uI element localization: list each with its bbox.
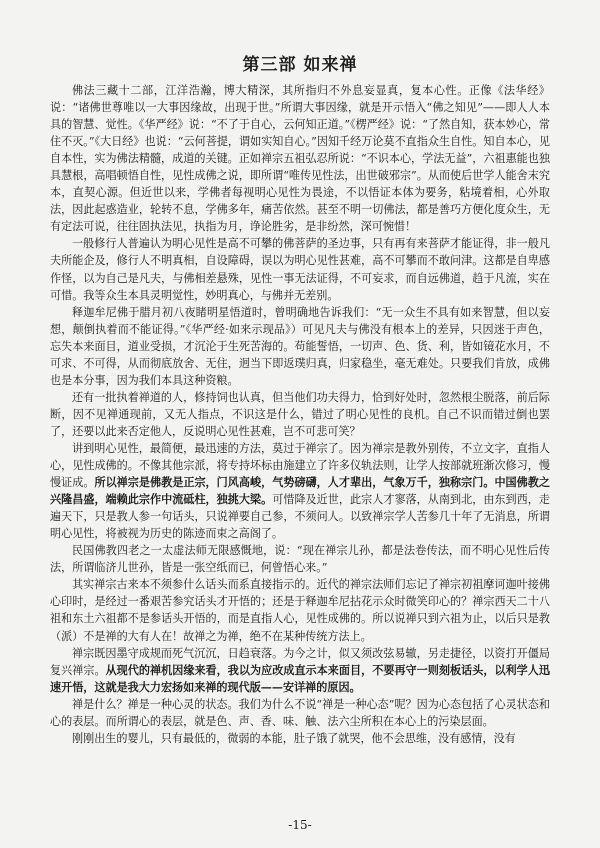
paragraph-8 bbox=[50, 645, 550, 696]
paragraph-text: 佛法三藏十二部，江洋浩瀚，博大精深，其所指归不外息妄显真，复本心性。正像《法华经》说：“诸佛世尊唯以一大事因缘故，出现于世。”所谓大事因缘，就是开示悟入“佛之知见”——即人人本具的智慧、觉性。《华严经》说：“不了于自心，云何知正道。”《楞严经》说：“了然自知，获本妙心，常住不灭。”《大日经》也说：“云何菩提，谓如实知自心。”因知千经万论莫不直指众生自性。知自本心，见自本性，实为佛法精髓，成道的关键。正如禅宗五祖弘忍所说：“不识本心，学法无益”，六祖惠能也独具慧根，高唱顿悟自性，见性成佛之说，即所谓“唯传见性法，出世破邪宗”。从而使后世学人能舍末究本，直契心源。但近世以来，学佛者每视明心见性为畏途，不以悟证本体为要务，粘境着相，心外取法，因此起惑造业，轮转不息，学佛多年，痛苦依然。甚至不明一切佛法，都是善巧方便化度众生，无有定法可说，往往固执法见，执指为月，诤论胜劣，是非纷然，深可惋惜！ bbox=[50, 84, 550, 234]
paragraph-2 bbox=[50, 235, 550, 303]
paragraph-5 bbox=[50, 440, 550, 542]
paragraph-10 bbox=[50, 730, 550, 747]
paragraph-text: 民国佛教四老之一太虚法师无限感慨地，说：“现在禅宗儿孙，都是法卷传法，而不明心见性后传法，所谓临济儿世孙，皆是一张空纸而已，何曾悟心来。” bbox=[50, 544, 550, 575]
paragraph-3 bbox=[50, 304, 550, 389]
paragraph-text: 还有一批执着禅道的人，修持饲也认真，但当他们功夫得力，恰到好处时，忽然根尘脱落，前后际断，因不见禅通现前，又无人指点，不识这是什么，错过了明心见性的良机。自己不识而错过倒也罢了，还要以此来否定他人，反说明心见性甚难，岂不可悲可笑？ bbox=[50, 390, 550, 438]
chapter-title: 第三部 如来禅 bbox=[242, 55, 358, 75]
paragraph-text: 释迦牟尼佛于腊月初八夜睹明星悟道时，曾明确地告诉我们：“无一众生不具有如来智慧，但以妄想，颠倒执着而不能证得。”《华严经·如来示现品》）可见凡夫与佛没有根本上的差异，只因迷于声色，忘失本来面目，道业受损，才沉沦于生死苦海的。苟能誓悟，一切声、色、货、利，皆如镜花水月，不可求、不可得，从而彻底放舍、无住，迥当下即返璞归真，归家稳坐，毫无难处。只要我们肯放，成佛也是本分事，因为我们本具这种资粮。 bbox=[50, 305, 550, 387]
paragraph-9 bbox=[50, 696, 550, 730]
paragraph-bold-text: 所以禅宗是佛教是正宗，门风高峻，气势磅礴，人才辈出，气象万千，独称宗门。中国佛教之兴隆昌盛，端赖此宗作中流砥柱，独挑大梁。 bbox=[50, 476, 550, 507]
paragraph-4 bbox=[50, 389, 550, 440]
paragraph-text: 禅是什么？禅是一种心灵的状态。我们为什么不说“禅是一种心态”呢？因为心态包括了心灵状态和心的表层。而所谓心的表层，就是色、声、香、味、触、法六尘所积在本心上的污染层面。 bbox=[50, 697, 550, 728]
paragraph-text: 其实禅宗古来本不须参什么话头而系直接指示的。近代的禅宗法师们忘记了禅宗初祖摩诃迦叶接佛心印时，是经过一番艰苦参究话头才开悟的；还是于释迦牟尼拈花示众时微笑印心的？禅宗西天二十八祖和东土六祖都不是参话头开悟的，而是直指人心，见性成佛的。所以说禅只到六祖为止，以后只是教（派）不是禅的大有人在！故禅之为禅，绝不在某种传统方法上。 bbox=[50, 578, 550, 643]
paragraph-text: 讲到明心见性，最简便，最迅速的方法，莫过于禅宗了。因为禅宗是教外别传，不立文字，直指人心，见性成佛的。不像其他宗派，将专持坏标由施建立了许多仪轨法则，让学人按部就班渐次修习，慢慢证成。 bbox=[50, 441, 550, 490]
paragraph-6 bbox=[50, 542, 550, 576]
paragraph-text: 可惜降及近世，此宗人才寥落，从南到北，由东到西，走遍天下，只是教人参一句话头，只说禅要自己参，不须问人。以致禅宗学人苦参几十年了无消息，所谓明心见性，将被视为历史的陈迹而束之高阁了。 bbox=[50, 493, 550, 541]
paragraph-1 bbox=[50, 82, 550, 235]
paragraph-7 bbox=[50, 576, 550, 644]
paragraph-bold-text: 从现代的禅机因缘来看，我以为应改成直示本来面目，不要再守一则刻板话头，以利学人迅速开悟，这就是我大力宏扬如来禅的现代版——安详禅的原因。 bbox=[50, 663, 550, 694]
page-number: -15- bbox=[288, 818, 312, 832]
paragraph-text: 刚刚出生的婴儿，只有最低的，微弱的本能，肚子饿了就哭，他不会思维，没有感情，没有 bbox=[72, 731, 516, 745]
paragraph-text: 禅宗既因墨守成规而死气沉沉，日趋衰落。为今之计，似又须改弦易辙，另走捷径，以资打开僵局复兴禅宗。 bbox=[50, 646, 550, 677]
paragraph-text: 一般修行人普遍认为明心见性是高不可攀的佛菩萨的圣边事，只有再有来菩萨才能证得，非一般凡夫所能企及，修行人不明真相，自设障碍，误以为明心见性甚难，高不可攀而不敢问津。这都是自卑感作怪，以为自己是凡夫，与佛相差悬殊，见性一事无法证得，不可妄求，而自远佛道，趋于凡流，实在可惜。我等众生本具灵明觉性，妙明真心，与佛并无差别。 bbox=[50, 237, 550, 302]
